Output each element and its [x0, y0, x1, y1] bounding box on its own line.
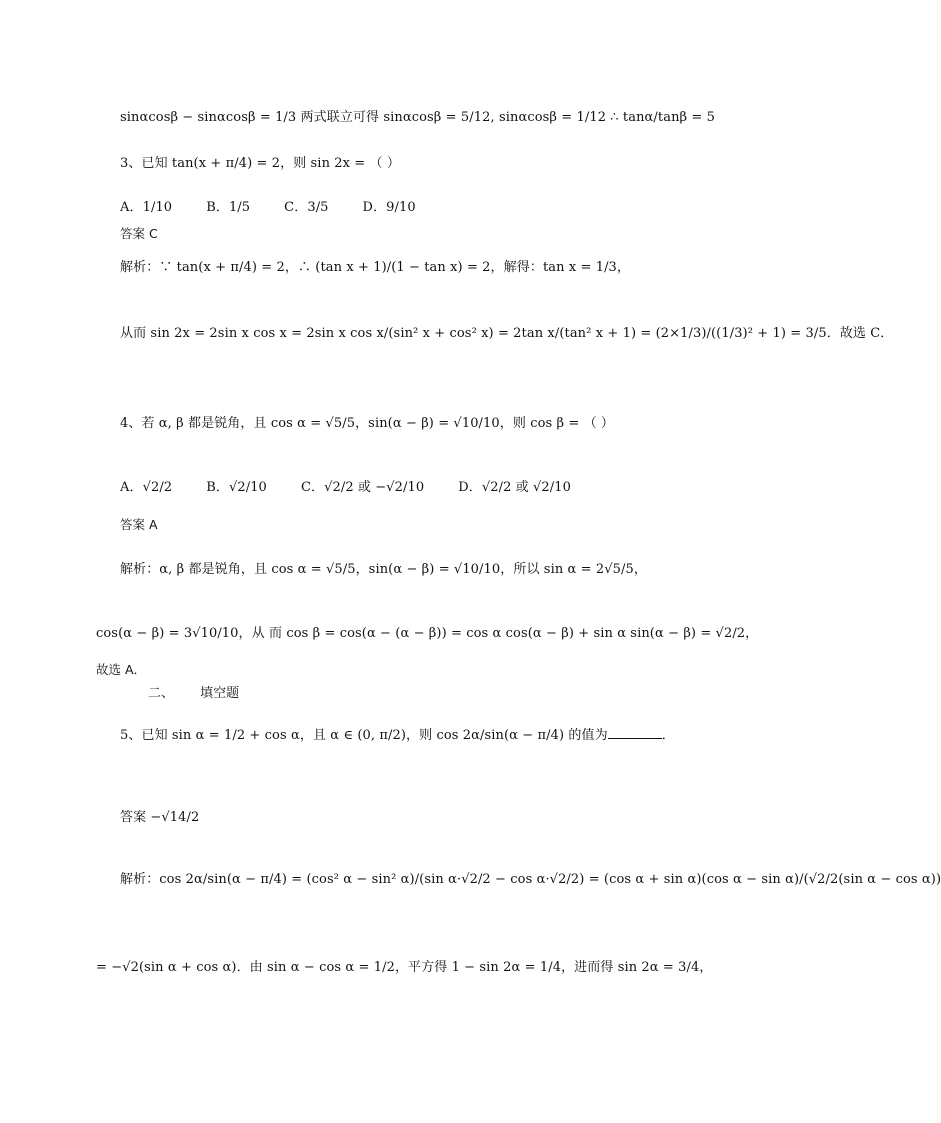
option-a: A．1/10	[120, 200, 173, 215]
solution-4-line-2: cos(α − β) = 3√10/10，从 而 cos β = cos(α − (α − β)) = cos α cos(α − β) + sin α sin(α − β) = √2/2，	[96, 626, 759, 641]
solution-3-line-2: 从而 sin 2x = 2sin x cos x = 2sin x cos x/(sin² x + cos² x) = 2tan x/(tan² x + 1) = (2×1/3)/((1/3)² + 1) = 3/5．故选 C．	[120, 326, 894, 341]
question-5-end: ．	[661, 728, 675, 743]
option-d: D．9/10	[362, 200, 416, 215]
question-5-text: 5、已知 sin α = 1/2 + cos α，且 α ∈ (0, π/2)，则 cos 2α/sin(α − π/4) 的值为	[120, 728, 608, 743]
answer-3: 答案 C	[120, 226, 158, 241]
question-3-options	[120, 196, 734, 215]
option-d: D．√2/2 或 √2/10	[458, 480, 572, 495]
option-c: C．3/5	[284, 200, 329, 215]
solution-5-line-2: = −√2(sin α + cos α)．由 sin α − cos α = 1/2，平方得 1 − sin 2α = 1/4，进而得 sin 2α = 3/4，	[96, 960, 713, 975]
section-heading: 二、 填空题	[148, 686, 240, 701]
question-4: 4、若 α, β 都是锐角，且 cos α = √5/5，sin(α − β) = √10/10，则 cos β = （ ）	[120, 416, 615, 431]
option-b: B．√2/10	[206, 480, 267, 495]
question-5	[120, 724, 734, 743]
answer-blank	[608, 728, 662, 739]
solution-4-line-3: 故选 A．	[96, 662, 147, 677]
option-b: B．1/5	[206, 200, 251, 215]
solution-3-line-1: 解析：∵ tan(x + π/4) = 2，∴ (tan x + 1)/(1 − tan x) = 2，解得：tan x = 1/3，	[120, 260, 631, 275]
answer-5: 答案 −√14/2	[120, 810, 200, 825]
option-c: C．√2/2 或 −√2/10	[300, 480, 425, 495]
question-3: 3、已知 tan(x + π/4) = 2，则 sin 2x = （ ）	[120, 156, 400, 171]
solution-5-line-1: 解析：cos 2α/sin(α − π/4) = (cos² α − sin² α)/(sin α·√2/2 − cos α·√2/2) = (cos α + sin α)(cos α − sin α)/(√2/2(sin α − cos α))	[120, 872, 941, 887]
text-line-identity: sinαcosβ − sinαcosβ = 1/3 两式联立可得 sinαcosβ = 5/12, sinαcosβ = 1/12 ∴ tanα/tanβ = 5	[120, 110, 715, 125]
answer-4: 答案 A	[120, 517, 158, 532]
question-4-options	[120, 476, 734, 495]
solution-4-line-1: 解析：α, β 都是锐角，且 cos α = √5/5，sin(α − β) = √10/10，所以 sin α = 2√5/5，	[120, 562, 647, 577]
option-a: A．√2/2	[120, 480, 173, 495]
